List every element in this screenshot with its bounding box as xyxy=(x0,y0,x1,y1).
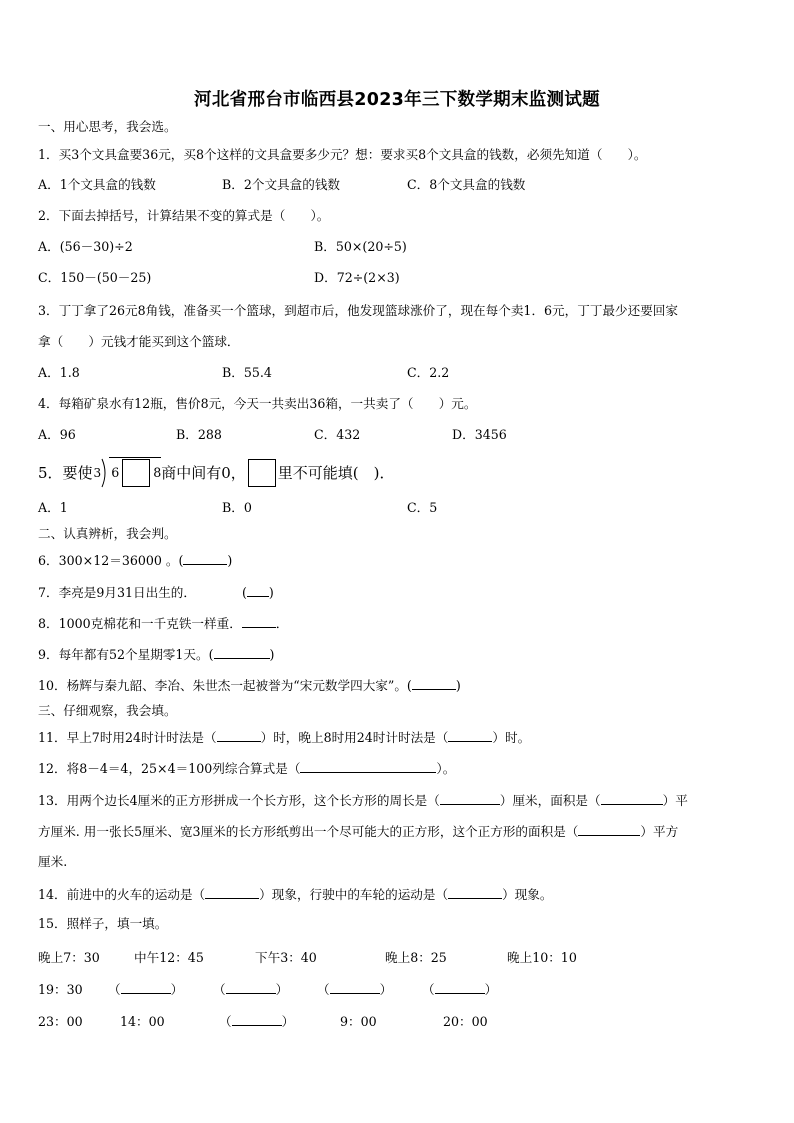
answer-blank xyxy=(121,981,171,994)
q5-suffix: 里不可能填( )． xyxy=(277,464,395,482)
question-4: 4．每箱矿泉水有12瓶，售价8元，今天一共卖出36箱，一共卖了（ ）元。 xyxy=(38,396,477,411)
q5-dividend-blank-box xyxy=(122,459,150,487)
page-title: 河北省邢台市临西县2023年三下数学期末监测试题 xyxy=(194,90,600,110)
q15-open: （ xyxy=(213,982,226,997)
q4-option-a: A．96 xyxy=(38,427,76,442)
q5-dividend-digit-1: 6 xyxy=(111,465,120,480)
question-13-line-1 xyxy=(38,792,688,809)
q13-part-5: ）平方 xyxy=(640,824,679,839)
q8-answer-blank xyxy=(242,615,276,628)
q11-blank-1 xyxy=(217,729,261,742)
q2-option-d: D．72÷(2×3) xyxy=(314,270,400,285)
q14-part-1: 14．前进中的火车的运动是（ xyxy=(38,887,206,902)
q5-option-a: A．1 xyxy=(38,500,68,515)
question-1: 1．买3个文具盒要36元，买8个这样的文具盒要多少元？想：要求买8个文具盒的钱数，必须先知道（ ）。 xyxy=(38,147,647,162)
question-3-line-2: 拿（ ）元钱才能买到这个篮球． xyxy=(38,334,240,349)
q15-close: ） xyxy=(275,982,289,997)
q5-dividend-digit-2: 8 xyxy=(153,465,162,480)
q12-part-1: 12．将8－4＝4，25×4＝100列综合算式是（ xyxy=(38,761,301,776)
question-11 xyxy=(38,729,530,746)
question-14 xyxy=(38,886,552,903)
q13-blank-3 xyxy=(578,823,640,836)
q9-answer-blank xyxy=(214,646,270,659)
division-bracket-icon xyxy=(101,458,109,488)
section-heading-2: 二、认真辨析，我会判。 xyxy=(38,526,177,541)
question-13-line-3: 厘米. xyxy=(38,854,68,869)
q15-row2-blank-2 xyxy=(213,979,288,998)
q6-answer-blank xyxy=(183,552,227,565)
long-division-figure xyxy=(94,458,162,488)
q15-row2-item-1: 19：30 xyxy=(38,982,83,997)
question-5 xyxy=(38,458,394,488)
q6-text: 6．300×12＝36000 。( xyxy=(38,553,184,568)
question-8 xyxy=(38,615,288,632)
q11-part-2: ）时，晚上8时用24时计时法是（ xyxy=(260,730,449,745)
q13-blank-1 xyxy=(440,792,500,805)
q15-row3-item-4: 20：00 xyxy=(443,1014,488,1029)
q3-option-c: C．2.2 xyxy=(407,365,450,380)
q9-text: 9．每年都有52个星期零1天。( xyxy=(38,647,214,662)
q14-blank-2 xyxy=(448,886,502,899)
q15-row1-item-2: 中午12：45 xyxy=(134,950,204,965)
q15-row1-item-3: 下午3：40 xyxy=(255,950,317,965)
answer-blank xyxy=(226,981,276,994)
q5-answer-box xyxy=(248,459,276,487)
question-10 xyxy=(38,677,461,694)
q1-option-c: C．8个文具盒的钱数 xyxy=(407,177,526,192)
q15-row3-item-2: 14：00 xyxy=(120,1014,165,1029)
q15-close: ） xyxy=(170,982,184,997)
q12-blank xyxy=(300,760,436,773)
section-heading-3: 三、仔细观察，我会填。 xyxy=(38,703,177,718)
q13-blank-2 xyxy=(601,792,663,805)
q8-end: ． xyxy=(275,616,289,631)
q2-option-c: C．150－(50－25) xyxy=(38,270,152,285)
q11-part-1: 11．早上7时用24时计时法是（ xyxy=(38,730,217,745)
q1-option-a: A．1个文具盒的钱数 xyxy=(38,177,156,192)
q7-end: ) xyxy=(268,585,274,600)
q5-prefix: 5．要使 xyxy=(38,464,93,482)
q13-part-3: ）平 xyxy=(662,793,688,808)
q3-option-a: A．1.8 xyxy=(38,365,80,380)
question-13-line-2 xyxy=(38,823,678,840)
question-6 xyxy=(38,552,232,569)
q12-part-2: ）。 xyxy=(436,761,456,776)
q9-end: ) xyxy=(269,647,275,662)
q15-row2-blank-4 xyxy=(422,979,497,998)
question-12 xyxy=(38,760,455,777)
q4-option-b: B．288 xyxy=(176,427,222,442)
q15-open: （ xyxy=(108,982,121,997)
q15-close: ） xyxy=(379,982,393,997)
q2-option-b: B．50×(20÷5) xyxy=(314,239,407,254)
q4-option-c: C．432 xyxy=(314,427,361,442)
question-15: 15．照样子，填一填。 xyxy=(38,916,168,931)
answer-blank xyxy=(435,981,485,994)
q2-option-a: A．(56－30)÷2 xyxy=(38,239,133,254)
q7-open: ( xyxy=(242,585,247,600)
q10-answer-blank xyxy=(412,677,456,690)
q15-row1-item-4: 晚上8：25 xyxy=(385,950,447,965)
q8-text: 8．1000克棉花和一千克铁一样重． xyxy=(38,616,242,631)
q15-close: ） xyxy=(281,1014,295,1029)
q15-open: （ xyxy=(317,982,330,997)
q13-part-4: 方厘米. 用一张长5厘米、宽3厘米的长方形纸剪出一个尽可能大的正方形，这个正方形的面积是（ xyxy=(38,824,579,839)
question-7 xyxy=(38,584,274,601)
q14-part-2: ）现象，行驶中的车轮的运动是（ xyxy=(259,887,449,902)
q4-option-d: D．3456 xyxy=(452,427,507,442)
q10-end: ) xyxy=(455,678,461,693)
q15-close: ） xyxy=(484,982,498,997)
q7-text: 7．李亮是9月31日出生的． xyxy=(38,585,196,600)
q11-part-3: ）时。 xyxy=(492,730,531,745)
section-heading-1: 一、用心思考，我会选。 xyxy=(38,119,177,134)
q11-blank-2 xyxy=(448,729,492,742)
q13-part-1: 13．用两个边长4厘米的正方形拼成一个长方形，这个长方形的周长是（ xyxy=(38,793,440,808)
q1-option-b: B．2个文具盒的钱数 xyxy=(222,177,341,192)
q15-row1-item-1: 晚上7：30 xyxy=(38,950,100,965)
q5-option-b: B．0 xyxy=(222,500,252,515)
question-2: 2．下面去掉括号，计算结果不变的算式是（ ）。 xyxy=(38,208,330,223)
q15-open: （ xyxy=(422,982,435,997)
q3-option-b: B．55.4 xyxy=(222,365,272,380)
q13-part-2: ）厘米，面积是（ xyxy=(499,793,601,808)
q10-text: 10．杨辉与秦九韶、李冶、朱世杰一起被誉为“宋元数学四大家”。( xyxy=(38,678,412,693)
question-3-line-1: 3．丁丁拿了26元8角钱，准备买一个篮球，到超市后，他发现篮球涨价了，现在每个卖1．6元，丁丁最少还要回家 xyxy=(38,303,678,318)
q15-open: （ xyxy=(219,1014,232,1029)
q14-blank-1 xyxy=(205,886,259,899)
q6-end: ) xyxy=(227,553,233,568)
q15-row3-item-1: 23：00 xyxy=(38,1014,83,1029)
q14-part-3: ）现象。 xyxy=(502,887,553,902)
q15-row3-blank-1 xyxy=(219,1011,294,1030)
answer-blank xyxy=(330,981,380,994)
q5-middle: 商中间有0， xyxy=(161,464,246,482)
q7-answer-blank xyxy=(247,584,269,597)
q5-option-c: C．5 xyxy=(407,500,438,515)
q15-row2-blank-3 xyxy=(317,979,392,998)
q15-row3-item-3: 9：00 xyxy=(340,1014,377,1029)
q15-row1-item-5: 晚上10：10 xyxy=(507,950,577,965)
q5-divisor: 3 xyxy=(93,466,102,480)
q15-row2-blank-1 xyxy=(108,979,183,998)
answer-blank xyxy=(232,1013,282,1026)
question-9 xyxy=(38,646,274,663)
